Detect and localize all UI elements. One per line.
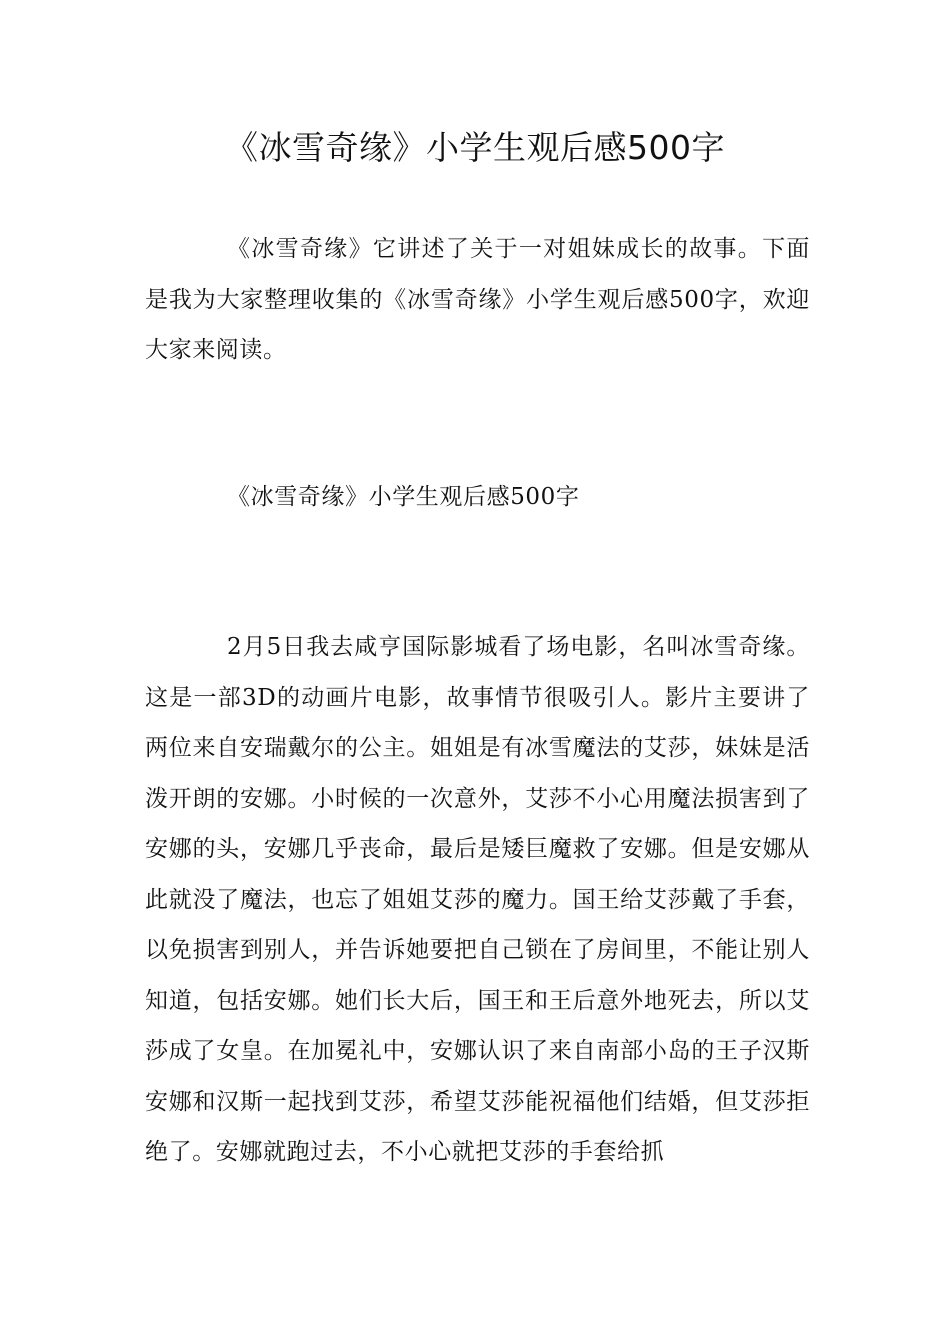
- body-paragraph: 2月5日我去咸亨国际影城看了场电影，名叫冰雪奇缘。这是一部3D的动画片电影，故事情节很吸引人。影片主要讲了两位来自安瑞戴尔的公主。姐姐是有冰雪魔法的艾莎，妹妹是活泼开朗的安娜。小时候的一次意外，艾莎不小心用魔法损害到了安娜的头，安娜几乎丧命，最后是矮巨魔救了安娜。但是安娜从此就没了魔法，也忘了姐姐艾莎的魔力。国王给艾莎戴了手套，以免损害到别人，并告诉她要把自己锁在了房间里，不能让别人知道，包括安娜。她们长大后，国王和王后意外地死去，所以艾莎成了女皇。在加冕礼中，安娜认识了来自南部小岛的王子汉斯安娜和汉斯一起找到艾莎，希望艾莎能祝福他们结婚，但艾莎拒绝了。安娜就跑过去，不小心就把艾莎的手套给抓: [145, 634, 810, 1165]
- intro-paragraph: 《冰雪奇缘》它讲述了关于一对姐妹成长的故事。下面是我为大家整理收集的《冰雪奇缘》小学生观后感500字，欢迎大家来阅读。: [145, 236, 810, 363]
- document-title: 《冰雪奇缘》小学生观后感500字: [225, 128, 725, 167]
- section-heading: 《冰雪奇缘》小学生观后感500字: [227, 484, 580, 510]
